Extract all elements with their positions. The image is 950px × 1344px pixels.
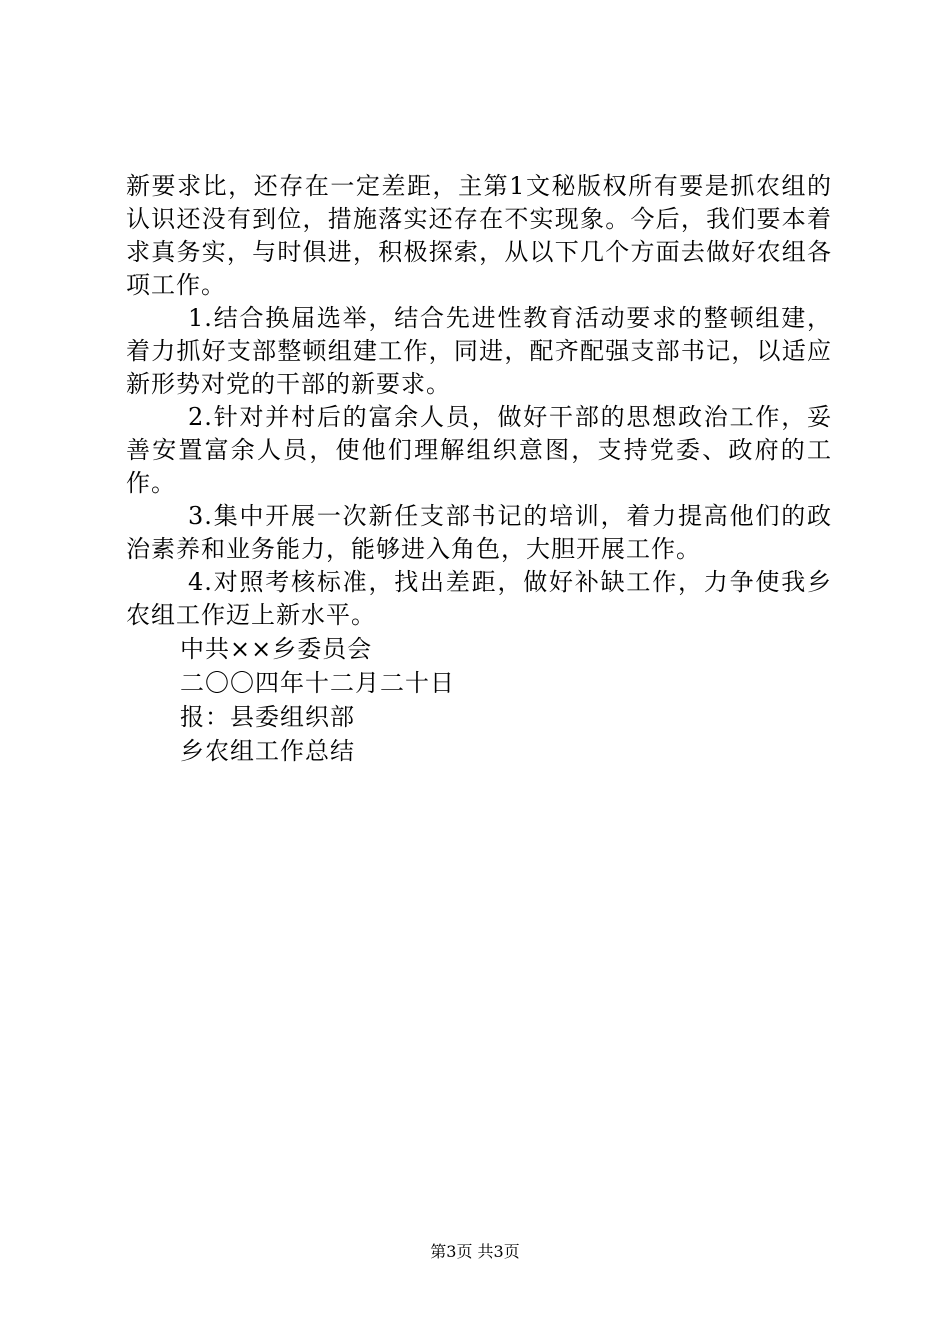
signature-date: 二〇〇四年十二月二十日	[180, 669, 455, 697]
report-recipient: 报：县委组织部	[180, 703, 355, 731]
document-body	[126, 170, 832, 768]
document-title-line: 乡农组工作总结	[180, 737, 355, 765]
paragraph-intro: 新要求比，还存在一定差距，主第1文秘版权所有要是抓农组的认识还没有到位，措施落实还存在不实现象。今后，我们要本着求真务实，与时俱进，积极探索，从以下几个方面去做好农组各项工作。	[126, 172, 832, 299]
paragraph-item-2: 2.针对并村后的富余人员，做好干部的思想政治工作，妥善安置富余人员，使他们理解组织意图，支持党委、政府的工作。	[126, 403, 832, 497]
paragraph-item-4: 4.对照考核标准，找出差距，做好补缺工作，力争使我乡农组工作迈上新水平。	[126, 568, 832, 629]
signature-organization: 中共××乡委员会	[180, 635, 373, 663]
paragraph-item-1: 1.结合换届选举，结合先进性教育活动要求的整顿组建，着力抓好支部整顿组建工作，同进，配齐配强支部书记，以适应新形势对党的干部的新要求。	[126, 304, 832, 398]
page-footer	[0, 1242, 950, 1262]
page-number: 第3页 共3页	[430, 1242, 520, 1261]
paragraph-item-3: 3.集中开展一次新任支部书记的培训，着力提高他们的政治素养和业务能力，能够进入角色，大胆开展工作。	[126, 502, 832, 563]
